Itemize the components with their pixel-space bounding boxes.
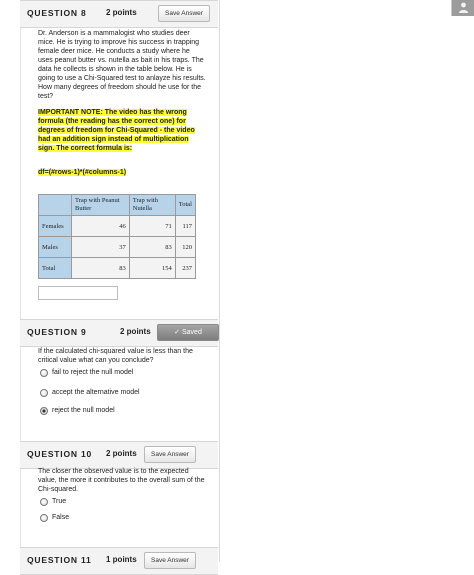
question-title: QUESTION 9 bbox=[27, 327, 87, 337]
question-title: QUESTION 11 bbox=[27, 555, 92, 565]
radio-button-selected[interactable] bbox=[40, 407, 48, 415]
important-note-text: IMPORTANT NOTE: The video has the wrong formula (the reading has the correct one) for degrees of freedom for Chi-Squared - the video had an addition sign instead of multiplication sign. The correct formula is: bbox=[38, 109, 195, 152]
row-label: Females bbox=[39, 216, 72, 237]
formula-text: df=(#rows-1)*(#columns-1) bbox=[38, 169, 127, 176]
question-title: QUESTION 10 bbox=[27, 449, 93, 459]
table-cell: 37 bbox=[72, 237, 130, 258]
row-label: Males bbox=[39, 237, 72, 258]
question-points: 2 points bbox=[106, 8, 137, 17]
table-header-cell bbox=[39, 195, 72, 216]
saved-label: Saved bbox=[182, 329, 202, 336]
question-10-text: The closer the observed value is to the expected value, the more it contributes to the overall sum of the Chi-squared. bbox=[38, 468, 205, 493]
question-11-header bbox=[20, 547, 218, 575]
row-label: Total bbox=[39, 258, 72, 279]
table-header-cell: Trap with Peanut Butter bbox=[72, 195, 130, 216]
save-answer-button[interactable]: Save Answer bbox=[158, 5, 210, 22]
formula bbox=[38, 168, 206, 177]
question-points: 1 points bbox=[106, 555, 137, 564]
table-row bbox=[39, 258, 196, 279]
table-header-cell: Total bbox=[175, 195, 195, 216]
radio-button[interactable] bbox=[40, 369, 48, 377]
radio-button[interactable] bbox=[40, 389, 48, 397]
table-cell: 83 bbox=[129, 237, 175, 258]
option-label: False bbox=[52, 514, 70, 521]
radio-button[interactable] bbox=[40, 514, 48, 522]
question-points: 2 points bbox=[106, 449, 137, 458]
table-cell: 83 bbox=[72, 258, 130, 279]
question-8-header bbox=[20, 0, 218, 28]
question-9-header bbox=[20, 319, 218, 347]
user-icon bbox=[459, 2, 468, 13]
table-header-row bbox=[39, 195, 196, 216]
data-table bbox=[38, 194, 196, 279]
option-label: accept the alternative model bbox=[52, 389, 140, 396]
user-menu[interactable] bbox=[451, 0, 474, 16]
question-points: 2 points bbox=[120, 327, 151, 336]
option-label: fail to reject the null model bbox=[52, 369, 134, 376]
answer-input[interactable] bbox=[38, 286, 118, 300]
question-10-header bbox=[20, 441, 218, 469]
table-cell: 154 bbox=[129, 258, 175, 279]
table-header-cell: Trap with Nutella bbox=[129, 195, 175, 216]
option-label: True bbox=[52, 498, 67, 505]
question-8-text: Dr. Anderson is a mammalogist who studies deer mice. He is trying to improve his success in trapping female deer mice. He conducts a study where he uses peanut butter vs. nutella as bait in his traps. The data he collects is shown in the table below. He is going to use a Chi-Squared test to anlayze his results. How many degrees of freedom should he use for the test? bbox=[38, 30, 206, 100]
table-cell: 46 bbox=[72, 216, 130, 237]
important-note bbox=[38, 108, 206, 153]
table-cell: 71 bbox=[129, 216, 175, 237]
question-title: QUESTION 8 bbox=[27, 8, 87, 18]
table-cell: 117 bbox=[175, 216, 195, 237]
table-row bbox=[39, 237, 196, 258]
table-cell: 120 bbox=[175, 237, 195, 258]
table-cell: 237 bbox=[175, 258, 195, 279]
save-answer-button[interactable]: Save Answer bbox=[144, 552, 196, 569]
save-answer-button[interactable]: Save Answer bbox=[144, 446, 196, 463]
saved-button[interactable] bbox=[157, 324, 219, 341]
radio-button[interactable] bbox=[40, 498, 48, 506]
table-row bbox=[39, 216, 196, 237]
question-9-text: If the calculated chi-squared value is less than the critical value what can you conclude? bbox=[38, 348, 193, 364]
option-label: reject the null model bbox=[52, 407, 115, 414]
check-icon: ✓ bbox=[174, 329, 180, 336]
